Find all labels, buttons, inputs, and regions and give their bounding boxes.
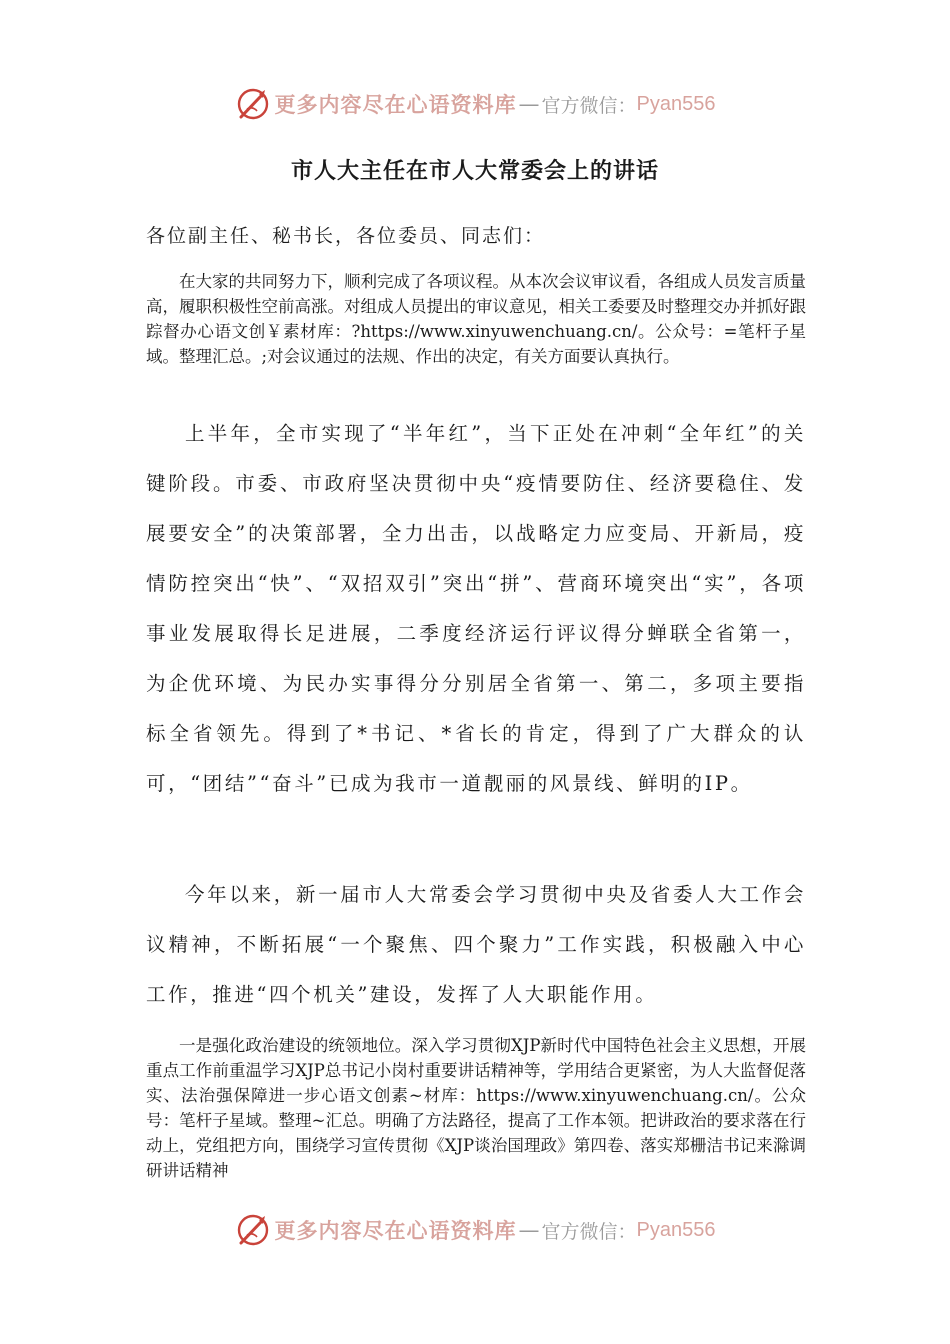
pen-logo-icon <box>235 1212 271 1248</box>
watermark-brand: 更多内容尽在心语资料库 <box>274 93 517 117</box>
watermark-wechat-id: Pyan556 <box>636 1218 716 1241</box>
paragraph-3: 今年以来，新一届市人大常委会学习贯彻中央及省委人大工作会议精神，不断拓展“一个聚焦、四个聚力”工作实践，积极融入中心工作，推进“四个机关”建设，发挥了人大职能作用。 <box>146 883 806 1006</box>
watermark-banner-top <box>0 84 950 124</box>
paragraph-1: 在大家的共同努力下，顺利完成了各项议程。从本次会议审议看，各组成人员发言质量高，履职积极性空前高涨。对组成人员提出的审议意见，相关工委要及时整理交办并抓好跟踪督办心语文创￥素材库：?https://www.xinyuwenchuang.cn/。公众号：=笔杆子星域。整理汇总。;对会议通过的法规、作出的决定，有关方面要认真执行。 <box>146 272 806 366</box>
watermark-wechat-label: 官方微信： <box>541 1220 637 1243</box>
paragraph-2: 上半年，全市实现了“半年红”，当下正处在冲刺“全年红”的关键阶段。市委、市政府坚决贯彻中央“疫情要防住、经济要稳住、发展要安全”的决策部署，全力出击，以战略定力应变局、开新局，疫情防控突出“快”、“双招双引”突出“拼”、营商环境突出“实”，各项事业发展取得长足进展，二季度经济运行评议得分蝉联全省第一，为企优环境、为民办实事得分分别居全省第一、第二，多项主要指标全省领先。得到了*书记、*省长的肯定，得到了广大群众的认可，“团结”“奋斗”已成为我市一道靓丽的风景线、鲜明的IP。 <box>146 422 806 795</box>
document-title: 市人大主任在市人大常委会上的讲话 <box>290 158 659 184</box>
watermark-wechat-label: 官方微信： <box>541 94 637 117</box>
salutation: 各位副主任、秘书长，各位委员、同志们： <box>146 225 546 247</box>
watermark-wechat-id: Pyan556 <box>636 92 716 115</box>
watermark-separator: — <box>518 92 540 116</box>
watermark-banner-bottom <box>0 1210 950 1250</box>
paragraph-4: 一是强化政治建设的统领地位。深入学习贯彻XJP新时代中国特色社会主义思想，开展重点工作前重温学习XJP总书记小岗村重要讲话精神等，学用结合更紧密，为人大监督促落实、法治强保障进一步心语文创素~材库：https://www.xinyuwenchuang.cn/。公众号：笔杆子星域。整理~汇总。明确了方法路径，提高了工作本领。把讲政治的要求落在行动上，党组把方向，围绕学习宣传贯彻《XJP谈治国理政》第四卷、落实郑栅洁书记来滁调研讲话精神 <box>146 1036 806 1180</box>
pen-logo-icon <box>235 86 271 122</box>
watermark-brand: 更多内容尽在心语资料库 <box>274 1219 517 1243</box>
watermark-separator: — <box>518 1218 540 1242</box>
